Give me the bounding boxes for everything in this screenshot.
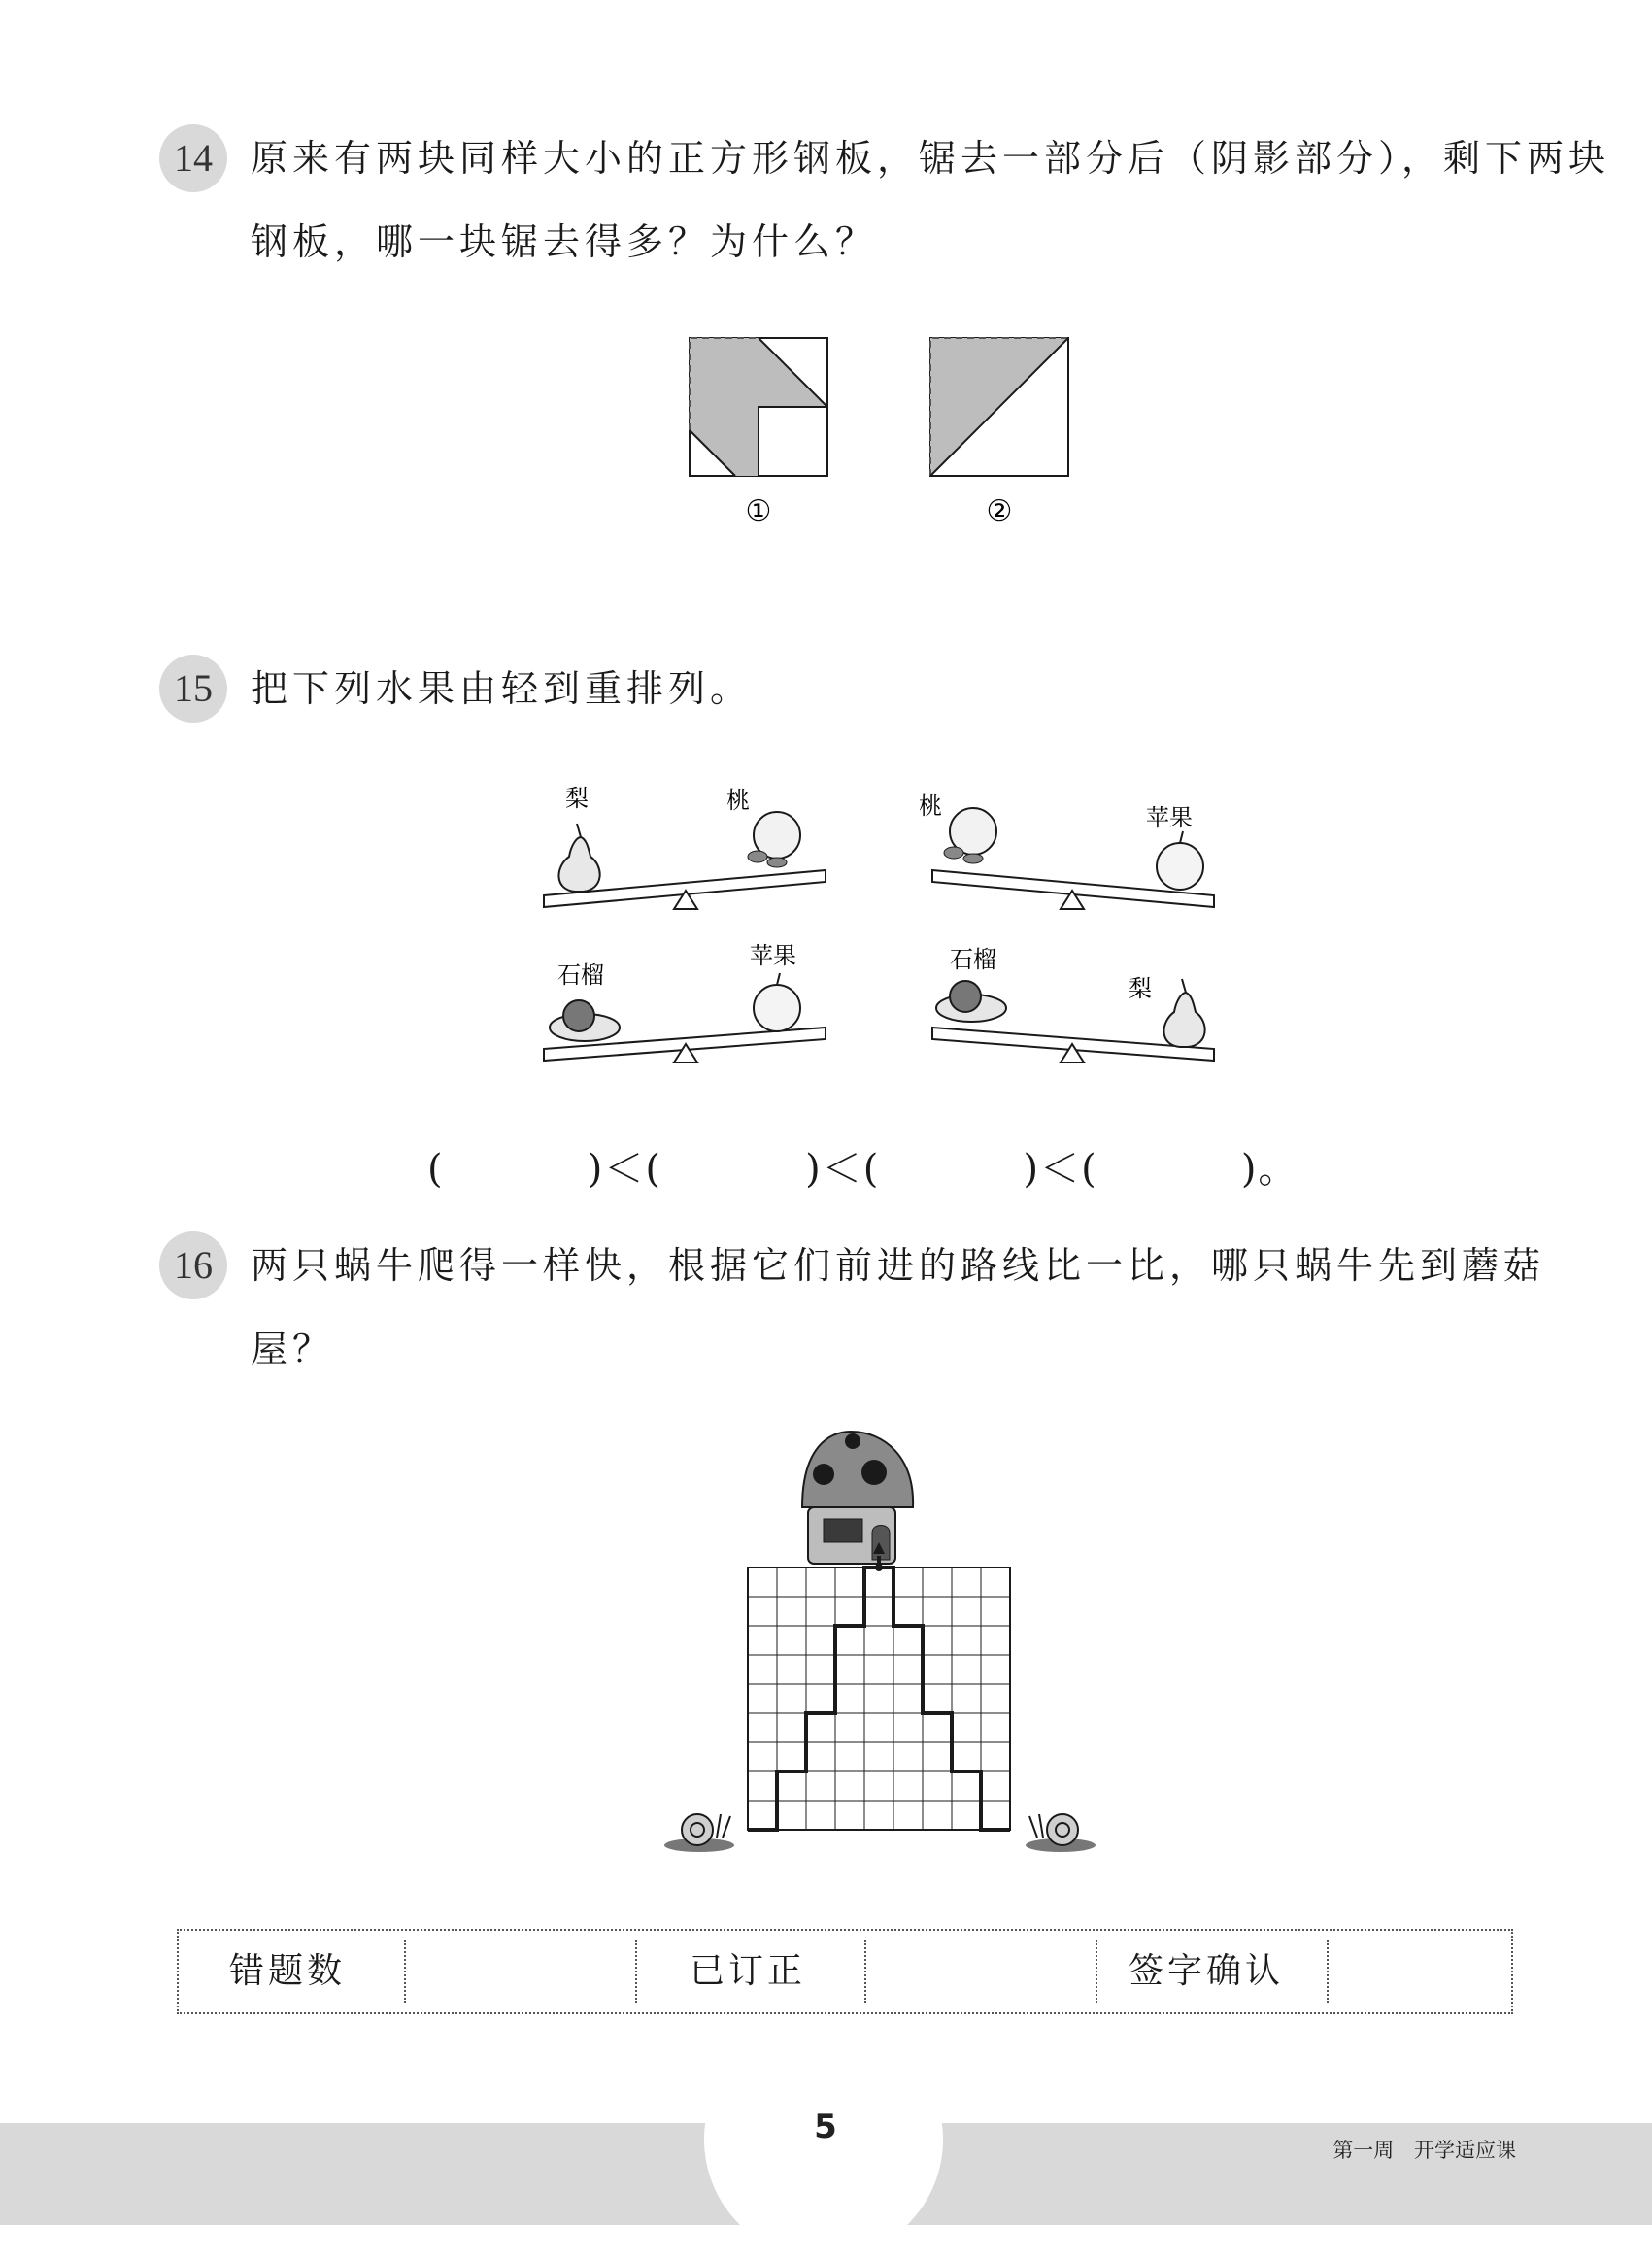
scale-1-left-label: 梨	[565, 785, 589, 812]
plate-1	[690, 338, 827, 476]
scale-3-left-label: 石榴	[557, 961, 604, 989]
question-16-text: 两只蜗牛爬得一样快，根据它们前进的路线比一比，哪只蜗牛先到蘑菇屋？	[251, 1244, 1546, 1370]
plate-2-label: ②	[986, 494, 1013, 528]
question-14-text: 原来有两块同样大小的正方形钢板，锯去一部分后（阴影部分），剩下两块钢板，哪一块锯去得多？为什么？	[251, 137, 1611, 263]
signature-label: 签字确认	[1129, 1951, 1285, 1991]
wrong-count-field[interactable]	[408, 1931, 631, 2012]
scale-2-left-label: 桃	[919, 792, 942, 820]
right-snail-icon	[1026, 1814, 1096, 1852]
steel-plate-figure	[680, 330, 1088, 534]
wrong-count-label: 错题数	[229, 1951, 347, 1991]
scale-3	[544, 942, 826, 1062]
plate-2	[930, 338, 1068, 476]
page-number: 5	[814, 2107, 837, 2146]
mushroom-house-icon	[802, 1432, 913, 1564]
corrected-label: 已订正	[690, 1951, 807, 1991]
apple-icon	[754, 985, 800, 1031]
question-number-14: 14	[159, 124, 227, 192]
scale-4-left-label: 石榴	[950, 946, 996, 973]
self-check-table	[177, 1929, 1513, 2014]
pear-icon	[558, 837, 599, 892]
scale-4-right-label: 梨	[1129, 975, 1152, 1002]
ordering-answer-line: ( )＜( )＜( )＜( )。	[427, 1147, 1299, 1192]
scale-1-right-label: 桃	[726, 787, 750, 814]
grid	[748, 1568, 1010, 1830]
section-label: 第一周 开学适应课	[1332, 2139, 1516, 2162]
question-15-text: 把下列水果由轻到重排列。	[251, 667, 753, 710]
signature-field[interactable]	[1331, 1931, 1505, 2012]
balance-scales-figure	[534, 777, 1233, 1088]
snail-route-figure	[660, 1418, 1107, 1874]
scale-2-right-label: 苹果	[1146, 804, 1193, 831]
apple-icon	[1157, 843, 1203, 890]
question-number-16: 16	[159, 1231, 227, 1299]
scale-3-right-label: 苹果	[750, 942, 796, 969]
plate-1-label: ①	[745, 494, 772, 528]
scale-1	[544, 785, 826, 909]
pear-icon	[1163, 993, 1204, 1047]
corrected-field[interactable]	[868, 1931, 1092, 2012]
question-number-15: 15	[159, 655, 227, 723]
scale-4	[932, 946, 1214, 1062]
left-snail-icon	[664, 1814, 734, 1852]
scale-2	[919, 792, 1214, 909]
